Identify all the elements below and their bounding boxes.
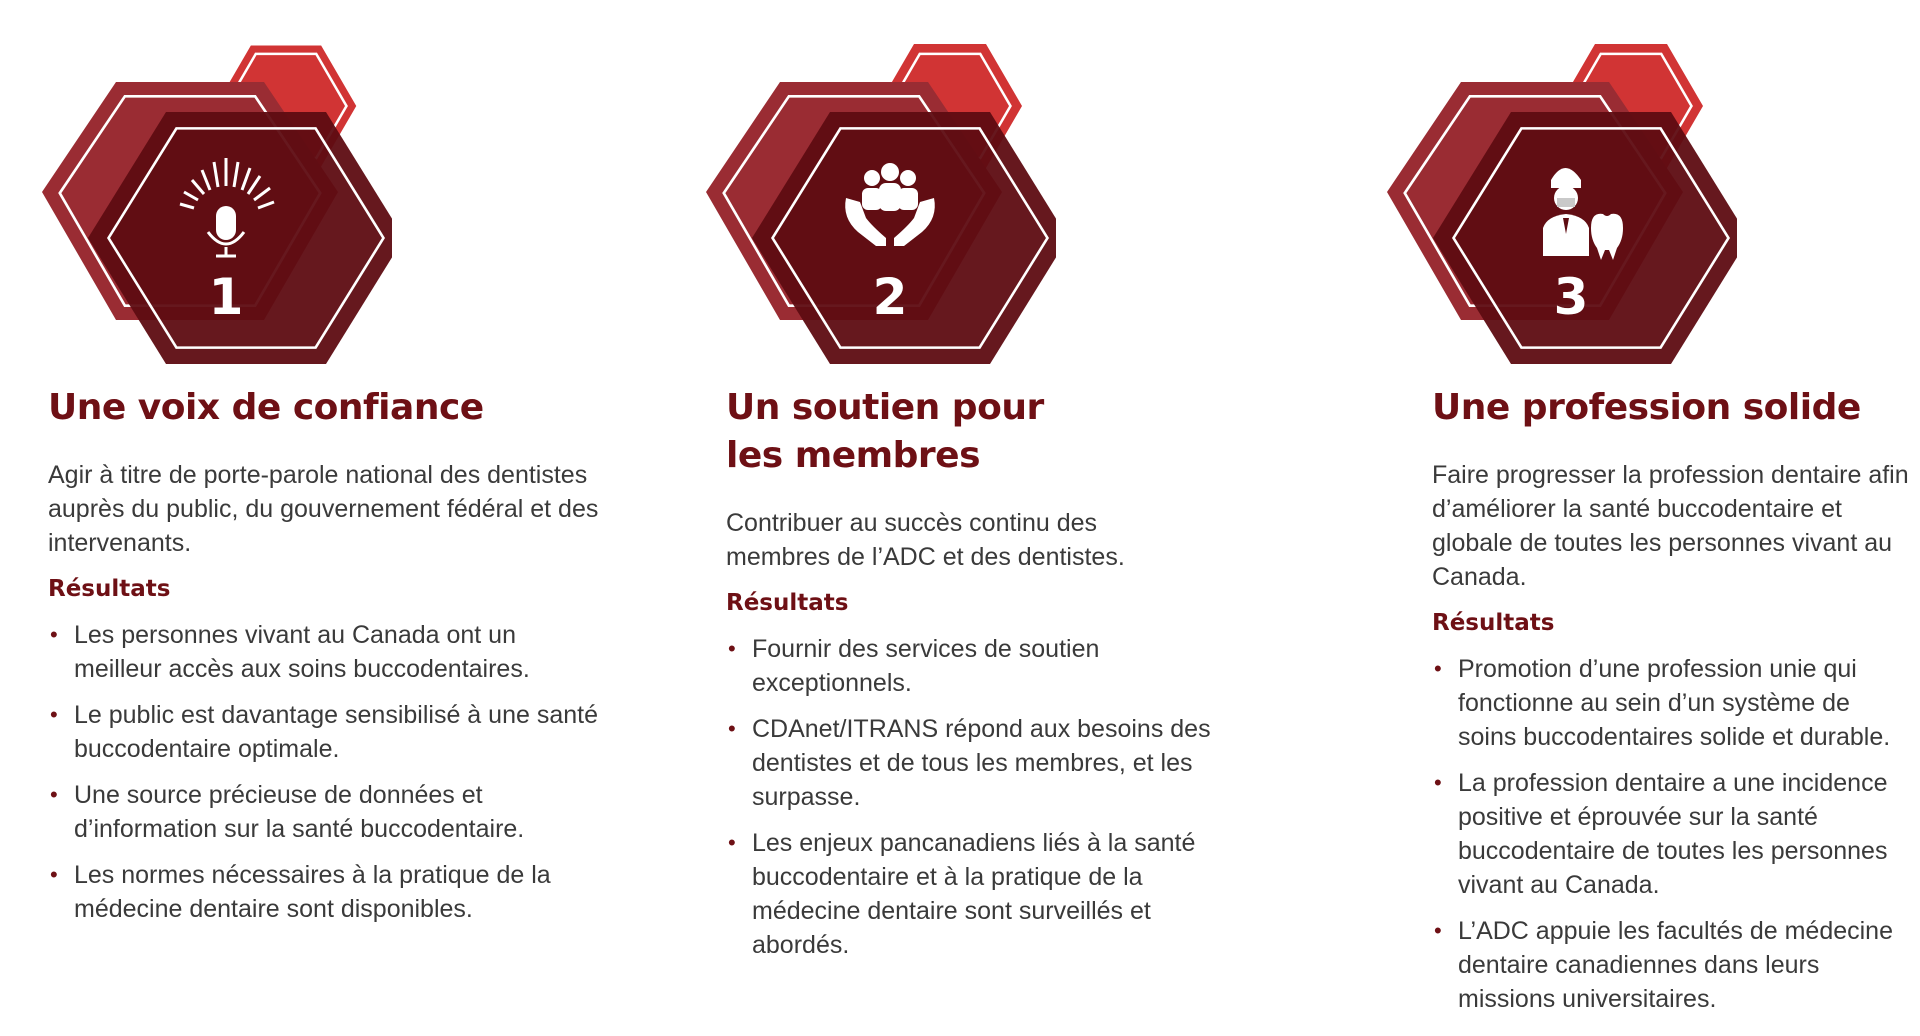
result-item: • Les personnes vivant au Canada ont un meilleur accès aux soins buccodentaires. <box>48 618 608 686</box>
result-item: • Promotion d’une profession unie qui fonctionne au sein d’un système de soins buccodentaires solide et durable. <box>1432 652 1912 754</box>
result-item: • CDAnet/ITRANS répond aux besoins des dentistes et de tous les membres, et les surpasse. <box>726 712 1226 814</box>
hexagon-emblem-3 <box>1377 42 1737 372</box>
pillar-title: Une profession solide <box>1432 387 1861 428</box>
results-heading: Résultats <box>48 576 171 602</box>
result-item: • Les enjeux pancanadiens liés à la santé buccodentaire et à la pratique de la médecine dentaire sont surveillés et abordés. <box>726 826 1226 962</box>
pillar-title: Une voix de confiance <box>48 387 484 428</box>
pillar-number: 3 <box>1553 268 1589 326</box>
pillar-number: 2 <box>872 268 908 326</box>
result-item: • L’ADC appuie les facultés de médecine dentaire canadiennes dans leurs missions universitaires. <box>1432 914 1912 1016</box>
hexagon-emblem-2 <box>696 42 1056 372</box>
result-item: • La profession dentaire a une incidence positive et éprouvée sur la santé buccodentaire de toutes les personnes vivant au Canada. <box>1432 766 1912 902</box>
pillar-number: 1 <box>208 268 244 326</box>
pillar-description: Agir à titre de porte-parole national des dentistes auprès du public, du gouvernement fédéral et des intervenants. <box>48 461 599 557</box>
result-item: • Les normes nécessaires à la pratique de la médecine dentaire sont disponibles. <box>48 858 608 926</box>
pillar-description: Contribuer au succès continu des membres de l’ADC et des dentistes. <box>726 509 1125 571</box>
hexagon-emblem-1 <box>32 42 392 372</box>
result-item: • Fournir des services de soutien exceptionnels. <box>726 632 1226 700</box>
pillar-title: Un soutien pour les membres <box>726 387 1044 476</box>
pillar-description: Faire progresser la profession dentaire afin d’améliorer la santé buccodentaire et globale de toutes les personnes vivant au Canada. <box>1432 461 1909 591</box>
results-list <box>48 618 608 926</box>
results-list <box>1432 652 1912 1016</box>
results-heading: Résultats <box>1432 610 1555 636</box>
result-item: • Le public est davantage sensibilisé à une santé buccodentaire optimale. <box>48 698 608 766</box>
result-item: • Une source précieuse de données et d’information sur la santé buccodentaire. <box>48 778 608 846</box>
results-list <box>726 632 1226 962</box>
results-heading: Résultats <box>726 590 849 616</box>
